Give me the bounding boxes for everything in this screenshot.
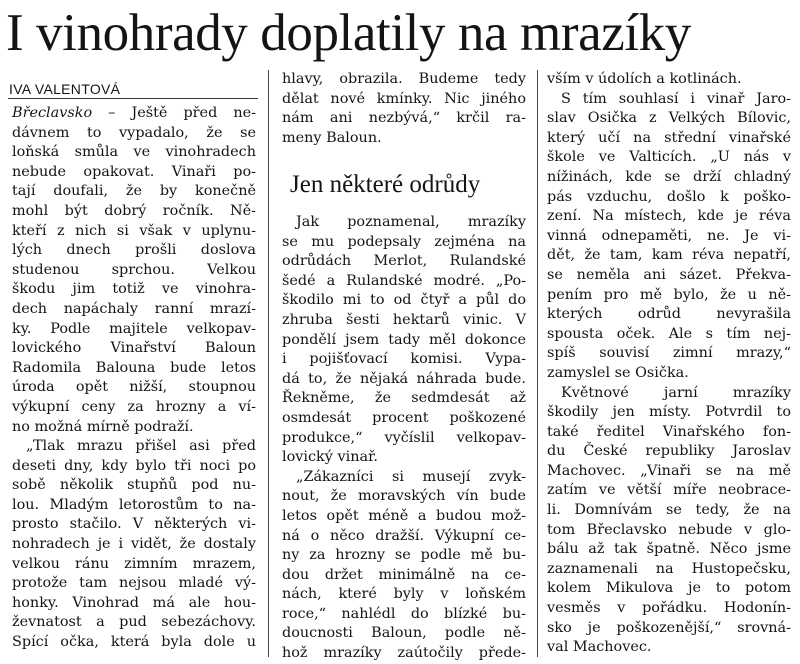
column-1-line: nebude opakovat. Vinaři po- — [12, 163, 256, 180]
column-1-line: dech napáchaly ranní mrazí- — [12, 300, 256, 317]
column-3-line: spíš souvisí zimní mrazy,“ — [547, 345, 791, 362]
column-divider — [268, 70, 269, 657]
column-1-line: dávnem to vypadalo, že se — [12, 124, 256, 141]
column-1-line: „Tlak mrazu přišel asi před — [26, 438, 256, 455]
column-3-line: zamyslel se Osička. — [547, 364, 689, 381]
column-3-line: který učí na střední vinařské — [547, 129, 791, 146]
column-2-line: pondělí jsem tady měl dokonce — [282, 331, 526, 348]
column-1-line: studenou sprchou. Velkou — [12, 261, 256, 278]
column-3-line: sko je poškozenější,“ srovná- — [547, 619, 791, 636]
column-1-line: deseti dny, kdy bylo tři noci po — [12, 457, 256, 474]
column-1-line: – Ještě před ne- — [92, 105, 256, 121]
column-3-line: zatím ve větší míře neobrace- — [547, 482, 791, 499]
column-1-line: prosto stačilo. V některých vi- — [12, 516, 256, 533]
column-3-line: Machovec. „Vinaři se na mě — [547, 462, 791, 479]
column-1-line: úroda opět nižší, stoupnou — [12, 379, 256, 396]
column-1-line: Spící očka, která byla dole u — [12, 634, 256, 651]
column-1-line: sobě několik stupňů pod nu- — [12, 477, 256, 494]
byline-divider — [8, 98, 258, 99]
column-2-line: nách, které byly v loňském — [282, 586, 526, 603]
column-3-line: li. Domnívám se tedy, že na — [547, 502, 791, 519]
headline: I vinohrady doplatily na mrazíky — [6, 4, 691, 62]
column-1-line: no možná mírně podraží. — [12, 418, 194, 435]
column-3-line: se neměla ani sázet. Překva- — [547, 266, 791, 283]
column-2-line: dou držet minimálně na ce- — [282, 566, 526, 583]
column-3-line: škodily jen místy. Potvrdil to — [547, 404, 791, 421]
column-2-line: „Zákazníci si musejí zvyk- — [296, 468, 526, 485]
column-2-line: se mu podepsaly zejména na — [282, 233, 526, 250]
column-2-line: osmdesát procent poškozené — [282, 409, 526, 426]
column-2-line: Řekněme, že sedmdesát až — [282, 390, 526, 407]
column-2-line: škodilo mi to od čtyř a půl do — [282, 292, 526, 309]
column-1-line: velkou ránu zimním mrazem, — [12, 555, 256, 572]
column-1-line: ky. Podle majitele velkopav- — [12, 320, 256, 337]
column-3-line: val Machovec. — [547, 639, 652, 656]
column-2-line: hož mrazíky zaútočily přede- — [282, 645, 526, 662]
column-3-line: zení. Na místech, kde je réva — [547, 208, 791, 225]
article-column-3 — [547, 70, 791, 658]
column-3-line: bálu až tak špatně. Něco jsme — [547, 541, 791, 558]
article-column-2 — [282, 70, 526, 148]
column-3-line: škole ve Valticích. „U nás v — [547, 149, 791, 166]
column-3-line: du České republiky Jaroslav — [547, 443, 791, 460]
column-2-line: meny Baloun. — [282, 129, 382, 146]
column-3-line: kterých odrůd nevyrašila — [547, 306, 791, 323]
column-3-line: spousta oček. Ale s tím nej- — [547, 325, 791, 342]
column-2-line: Jak poznamenal, mrazíky — [296, 214, 526, 230]
column-3-line: zaznamenali na Hustopečsku, — [547, 560, 791, 577]
column-2-line: i pojišťovací komisi. Vypa- — [282, 351, 526, 368]
column-1-line: lovického Vinařství Baloun — [12, 340, 256, 357]
column-1-line: protože tam nejsou mladé vý- — [12, 575, 256, 592]
column-3-line: také ředitel Vinařského fon- — [547, 423, 791, 440]
column-3-line: nížinách, kde se drží chladný — [547, 168, 791, 185]
column-2-line: lovický vinař. — [282, 449, 378, 466]
column-2-line: roce,“ nahlédl do blízké bu- — [282, 605, 526, 622]
column-1-line: výkupní ceny za hrozny a ví- — [12, 398, 256, 415]
column-2-line: hlavy, obrazila. Budeme tedy — [282, 71, 526, 87]
column-3-line: dět, že tam, kam réva nepatří, — [547, 247, 791, 264]
column-1-line: nohradech je i vidět, že dostaly — [12, 536, 256, 553]
column-3-line: pením pro mě bylo, že u ně- — [547, 286, 791, 303]
column-2-line: letos opět méně a budou mož- — [282, 507, 526, 524]
column-2-line: doucnosti Baloun, podle ně- — [282, 625, 526, 642]
byline: IVA VALENTOVÁ — [9, 81, 121, 97]
column-2-line: dá to, že nějaká náhrada bude. — [282, 370, 526, 387]
column-1-line: tají doufali, že by konečně — [12, 183, 256, 200]
column-2-line: produkce,“ vyčíslil velkopav- — [282, 429, 526, 446]
column-1-line: škodu jim totiž ve vinohra- — [12, 281, 256, 298]
column-3-line: S tím souhlasí i vinař Jaro- — [561, 90, 791, 107]
dateline-location: Břeclavsko — [12, 105, 93, 121]
column-2-line: šedé a Rulandské modré. „Po- — [282, 272, 526, 289]
column-2-line: ná o něco dražší. Výkupní ce- — [282, 527, 526, 544]
column-divider — [537, 70, 538, 657]
column-3-line: vesměs v pořádku. Hodonín- — [547, 600, 791, 617]
column-1-line: Radomila Balouna bude letos — [12, 359, 256, 376]
column-1-line: loňská smůla ve vinohradech — [12, 144, 256, 161]
column-1-line: lou. Mladým letorostům to na- — [12, 496, 256, 513]
article-column-2-body — [282, 213, 526, 664]
article-column-1 — [12, 104, 256, 653]
column-2-line: nout, že moravských vín bude — [282, 488, 526, 505]
column-2-line: dělat nové kmínky. Nic jiného — [282, 90, 526, 107]
column-1-line: honky. Vinohrad má ale hou- — [12, 594, 256, 611]
column-3-line: vinná odnepaměti, ne. Je vi- — [547, 227, 791, 244]
column-2-line: nám ani nezbývá,“ krčil ra- — [282, 110, 526, 127]
column-3-line: pás vzduchu, došlo k poško- — [547, 188, 791, 205]
column-2-line: ny za hrozny se podle mě bu- — [282, 547, 526, 564]
column-3-line: vším v údolích a kotlinách. — [547, 71, 742, 87]
column-3-line: slav Osička z Velkých Bílovic, — [547, 110, 791, 127]
column-3-line: kolem Mikulova je to potom — [547, 580, 791, 597]
column-2-line: odrůdách Merlot, Rulandské — [282, 253, 526, 270]
column-1-line: ževnatost a pud sebezáchovy. — [12, 614, 256, 631]
subheading: Jen některé odrůdy — [290, 171, 481, 198]
lead-line — [12, 104, 256, 124]
column-3-line: tom Břeclavsko nebude v glo- — [547, 521, 791, 538]
column-1-line: kteří z nich si však v uplynu- — [12, 222, 256, 239]
column-3-line: Květnové jarní mrazíky — [561, 384, 791, 401]
column-2-line: zhruba šesti hektarů vinic. V — [282, 311, 526, 328]
column-1-line: lých dnech prošli doslova — [12, 242, 256, 259]
column-1-line: mohl být dobrý ročník. Ně- — [12, 202, 256, 219]
